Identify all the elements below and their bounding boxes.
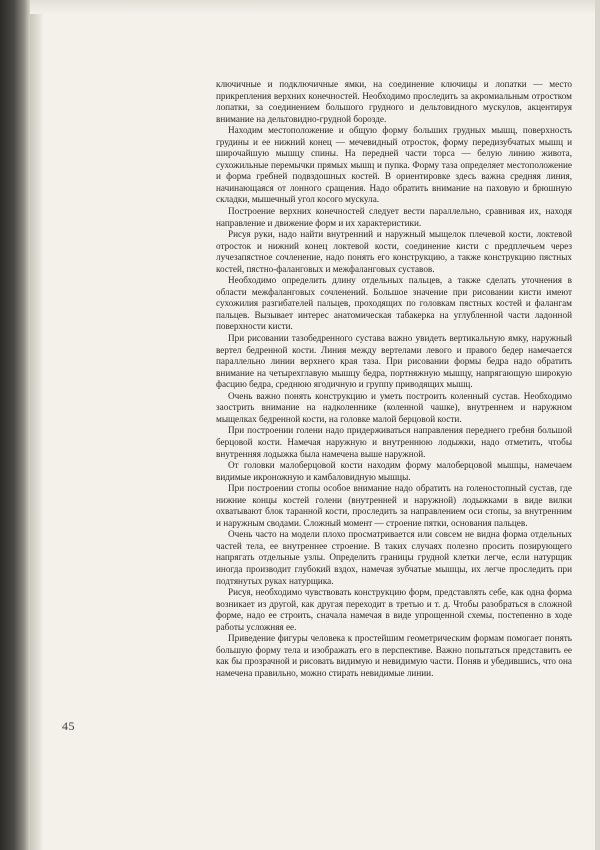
paragraph: Приведение фигуры человека к простейшим геометрическим формам помогает понять большую форму тела и изображать его в перспективе. Важно попытаться представить ее как бы прозрачной и рисовать видимую и невидимую части. Поняв и убедившись, что она намечена правильно, можно стирать невидимые линии. [216, 633, 572, 678]
page-top-edge [30, 0, 600, 14]
paragraph: При построении голени надо придерживаться направления переднего гребня большой берцовой кости. Намечая наружную и внутреннюю лодыжки, надо отметить, чтобы внутренняя лодыжка была намечена выше наружной. [216, 425, 572, 459]
paragraph: Рисуя, необходимо чувствовать конструкцию форм, представлять себе, как одна форма возникает из другой, как другая переходит в третью и т. д. Чтобы разобраться в сложной форме, надо ее строить, сначала намечая в виде упрощенной схемы, постепенно в ходе работы усложняя ее. [216, 587, 572, 632]
paragraph: Построение верхних конечностей следует вести параллельно, сравнивая их, находя направление и движение форм и их характеристики. [216, 206, 572, 228]
paragraph: Необходимо определить длину отдельных пальцев, а также сделать уточнения в области межфаланговых сочленений. Большое значение при рисовании кисти имеют сухожилия разгибателей пальцев, проходящих по головкам пястных костей и фалангам пальцев. Вызывает интерес анатомическая табакерка на углубленной части ладонной поверхности кисти. [216, 275, 572, 332]
text-column [216, 79, 572, 679]
paragraph: Рисуя руки, надо найти внутренний и наружный мыщелок плечевой кости, локтевой отросток и нижний конец локтевой кости, соединение кисти с предплечьем через лучезапястное сочленение, надо понять его конструкцию, а также конструкцию пястных костей, пястно-фаланговых и межфаланговых суставов. [216, 229, 572, 274]
paragraph: Находим местоположение и общую форму больших грудных мышц, поверхность грудины и ее нижний конец — мечевидный отросток, форму передизубчатых мышц и широчайшую мышцу спины. На передней части торса — белую линию живота, сухожильные перемычки прямых мышц и пупка. Форму таза определяет местоположение и форма гребней подвздошных костей. В ориентировке здесь важна средняя линия, начинающаяся от лонного сращения. Надо обратить внимание на паховую и брюшную складки, мышечный угол косого мускула. [216, 125, 572, 205]
page-number: 45 [62, 719, 75, 733]
page-right-edge [595, 0, 600, 850]
paragraph: При рисовании тазобедренного сустава важно увидеть вертикальную ямку, наружный вертел бедренной кости. Линия между вертелами левого и правого бедер намечается параллельно линии верхнего края таза. При рисовании формы бедра надо обратить внимание на четырехглавую мышцу бедра, портняжную мышцу, напрягающую широкую фасцию бедра, среднюю ягодичную и группу приводящих мышц. [216, 333, 572, 390]
paragraph: Очень часто на модели плохо просматривается или совсем не видна форма отдельных частей тела, ее внутреннее строение. В таких случаях полезно просить позирующего напрягать отдельные узлы. Определить границы грудной клетки легче, если натурщик иногда производит глубокий вздох, намечая зубчатые мышцы, их легче проследить при подтянутых руках натурщика. [216, 529, 572, 586]
paragraph: При построении стопы особое внимание надо обратить на голеностопный сустав, где нижние концы костей голени (внутренней и наружной) лодыжками в виде вилки охватывают блок таранной кости, проследить за направлением оси стопы, за внутренним и наружным сводами. Сложный момент — строение пятки, основания пальцев. [216, 483, 572, 528]
paragraph: От головки малоберцовой кости находим форму малоберцовой мышцы, намечаем видимые икроножную и камбаловидную мышцы. [216, 460, 572, 482]
paragraph: ключичные и подключичные ямки, на соединение ключицы и лопатки — место прикрепления верхних конечностей. Необходимо проследить за акромиальным отростком лопатки, за соединением большого грудного и дельтовидного мускулов, акцентируя внимание на дельтовидно-грудной борозде. [216, 79, 572, 124]
page-gutter-shadow [30, 0, 44, 850]
paragraph: Очень важно понять конструкцию и уметь построить коленный сустав. Необходимо заострить внимание на надколеннике (коленной чашке), внутреннем и наружном мыщелках бедренной кости, на головке малой берцовой кости. [216, 390, 572, 424]
book-spine [0, 0, 30, 850]
